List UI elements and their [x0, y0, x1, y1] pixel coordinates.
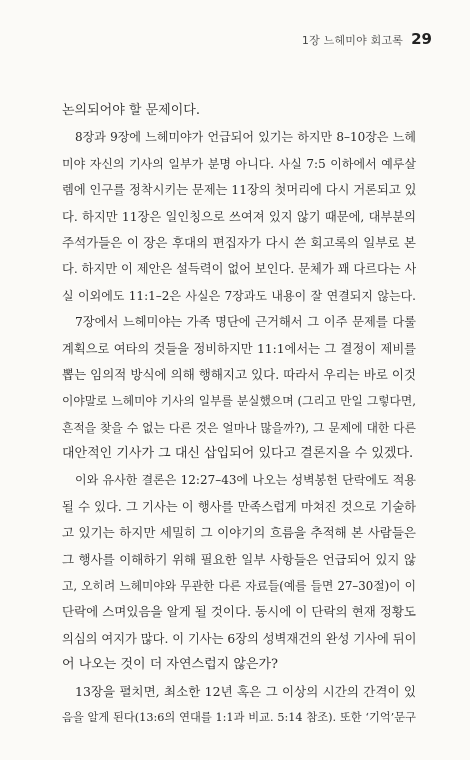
text-line: 고 있기는 하지만 세밀히 그 이야기의 흐름을 추적해 본 사람들은: [62, 525, 416, 541]
text-line: 이와 유사한 결론은 12:27–43에 나오는 성벽봉헌 단락에도 적용: [75, 473, 416, 488]
text-line: 실 이외에도 11:1–2은 사실은 7장과도 내용이 잘 연결되지 않는다.: [62, 288, 416, 303]
text-line: 대안적인 기사가 그 대신 삽입되어 있다고 결론지을 수 있겠다.: [62, 446, 414, 462]
text-line: 다. 하지만 11장은 일인칭으로 쓰여져 있지 않기 때문에, 대부분의: [62, 209, 416, 224]
text-line: 렘에 인구를 정착시키는 문제는 11장의 첫머리에 다시 거론되고 있: [62, 183, 416, 198]
text-line: 주석가들은 이 장은 후대의 편집자가 다시 쓴 회고록의 일부로 본: [62, 234, 416, 250]
text-line: 흔적을 찾을 수 없는 다른 것은 얼마나 많을까?), 그 문제에 대한 다른: [62, 420, 416, 435]
text-line: 고, 오히려 느헤미야와 무관한 다른 자료들(예를 들면 27–30절)이 이: [62, 579, 416, 594]
text-line: 단락에 스며있음을 알게 될 것이다. 동시에 이 단락의 현재 정황도: [62, 604, 416, 620]
text-line: 의심의 여지가 많다. 이 기사는 6장의 성벽재건의 완성 기사에 뒤이: [62, 631, 416, 646]
running-header: [302, 30, 432, 48]
text-line: 이야말로 느헤미야 기사의 일부를 분실했으며 (그리고 만일 그렇다면,: [62, 394, 416, 409]
text-line: 그 행사를 이해하기 위해 필요한 일부 사항들은 언급되어 있지 않: [62, 551, 416, 567]
running-title: 1장 느헤미야 회고록: [301, 34, 404, 47]
text-line: 계획으로 여타의 것들을 정비하지만 11:1에서는 그 결정이 제비를: [62, 341, 416, 356]
text-line: 7장에서 느헤미야는 가족 명단에 근거해서 그 이주 문제를 다룰: [75, 315, 416, 330]
text-line: 8장과 9장에 느헤미야가 언급되어 있기는 하지만 8–10장은 느헤: [75, 130, 416, 145]
body-text: [62, 98, 416, 731]
text-line: 다. 하지만 이 제안은 설득력이 없어 보인다. 문체가 꽤 다르다는 사: [62, 262, 416, 277]
text-line: 미야 자신의 기사의 일부가 분명 아니다. 사실 7:5 이하에서 예루살: [62, 156, 416, 171]
page-number: 29: [411, 30, 432, 48]
text-line: 논의되어야 할 문제이다.: [62, 103, 200, 118]
text-line: 음을 알게 된다(13:6의 연대를 1:1과 비교. 5:14 참조). 또한 ‘기억’문구: [62, 710, 416, 724]
text-line: 13장을 펼치면, 최소한 12년 혹은 그 이상의 시간의 간격이 있: [75, 683, 416, 699]
text-line: 될 수 있다. 그 기사는 이 행사를 만족스럽게 마쳐진 것으로 기술하: [62, 499, 416, 514]
text-line: 뽑는 임의적 방식에 의해 행해지고 있다. 따라서 우리는 바로 이것: [62, 366, 416, 382]
text-line: 어 나오는 것이 더 자연스럽지 않은가?: [62, 657, 279, 673]
